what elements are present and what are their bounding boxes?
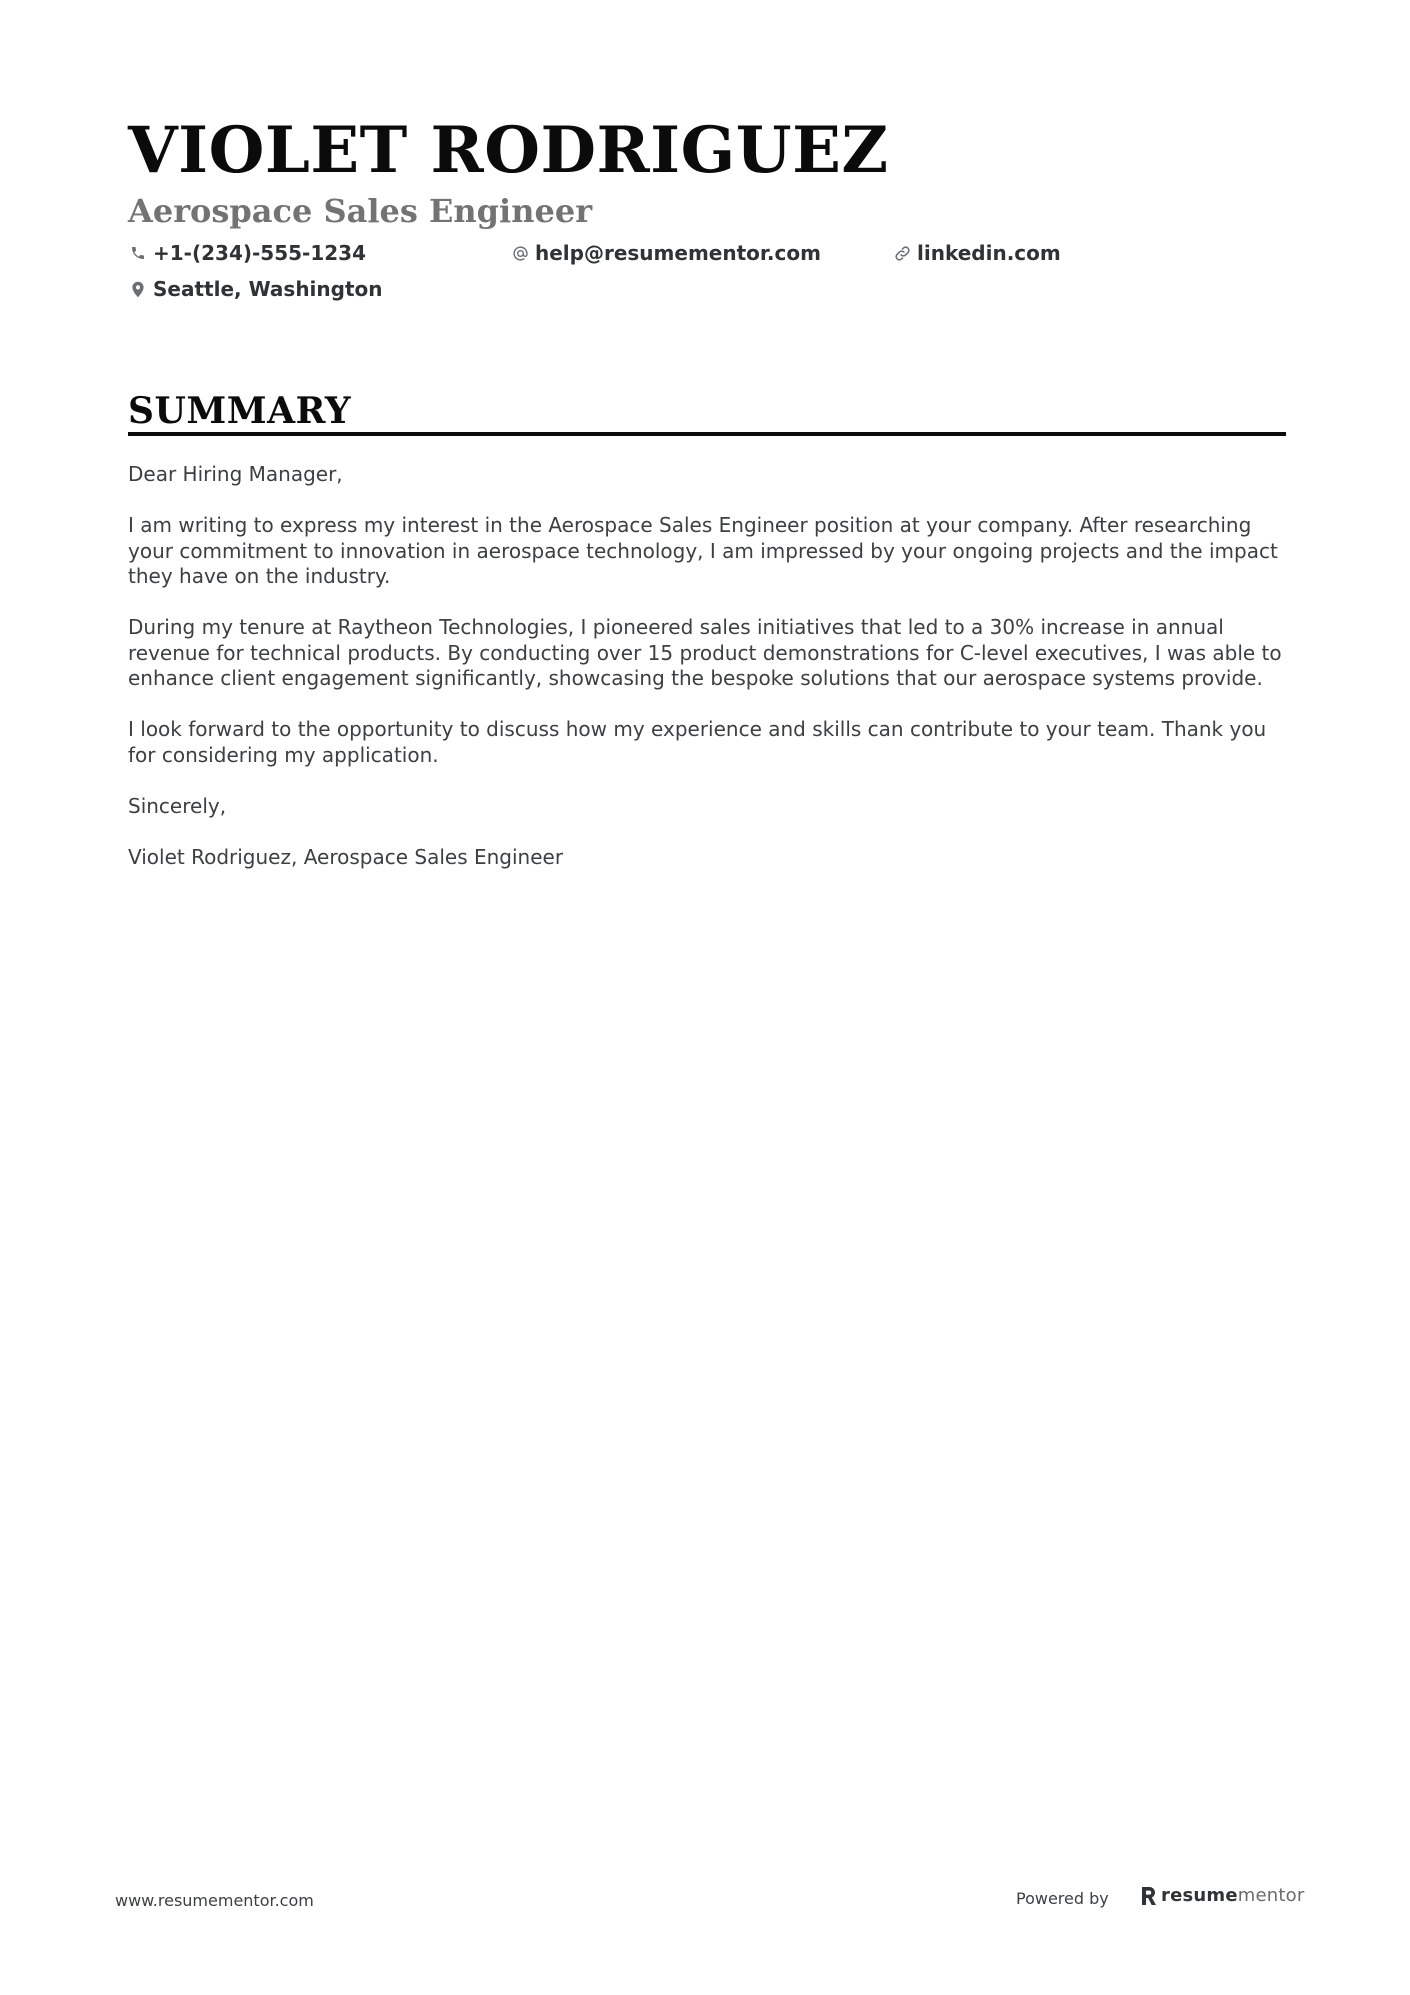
email-text[interactable]: help@resumementor.com [535, 241, 821, 265]
brand-wordmark [1161, 1884, 1304, 1908]
at-icon [510, 243, 530, 263]
phone-icon [128, 243, 148, 263]
brand-wordmark-resume: resume [1161, 1885, 1238, 1906]
contact-location [128, 275, 383, 303]
paragraph-experience: During my tenure at Raytheon Technologies, I pioneered sales initiatives that led to a 30% increase in annual revenue for technical products. By conducting over 15 product demonstrations for C-level executives, I was able to enhance client engagement significantly, showcasing the bespoke solutions that our aerospace systems provide. [128, 615, 1282, 690]
location-pin-icon [128, 279, 148, 299]
contact-phone [128, 239, 366, 267]
job-title: Aerospace Sales Engineer [128, 192, 593, 230]
paragraph-closing: I look forward to the opportunity to discuss how my experience and skills can contribute to your team. Thank you for considering my application. [128, 717, 1267, 767]
brand-logo[interactable] [1140, 1884, 1304, 1908]
candidate-name: VIOLET RODRIGUEZ [128, 113, 889, 188]
footer-website-link[interactable]: www.resumementor.com [115, 1891, 314, 1910]
powered-by-label: Powered by [1016, 1889, 1109, 1908]
closing: Sincerely, [128, 793, 227, 818]
brand-wordmark-mentor: mentor [1237, 1885, 1305, 1906]
summary-heading: SUMMARY [128, 390, 352, 432]
section-divider [128, 432, 1286, 436]
signature: Violet Rodriguez, Aerospace Sales Engineer [128, 844, 564, 869]
link-icon [892, 243, 912, 263]
contact-email [510, 239, 821, 267]
location-text: Seattle, Washington [153, 277, 383, 301]
salutation: Dear Hiring Manager, [128, 462, 343, 486]
resumementor-logo-icon [1140, 1885, 1158, 1907]
contact-link [892, 239, 1061, 267]
letter-body [128, 462, 1288, 896]
link-text[interactable]: linkedin.com [917, 241, 1061, 265]
phone-text: +1-(234)-555-1234 [153, 241, 367, 265]
paragraph-intro: I am writing to express my interest in the Aerospace Sales Engineer position at your company. After researching your commitment to innovation in aerospace technology, I am impressed by your ongoing projects and the impact they have on the industry. [128, 513, 1278, 588]
